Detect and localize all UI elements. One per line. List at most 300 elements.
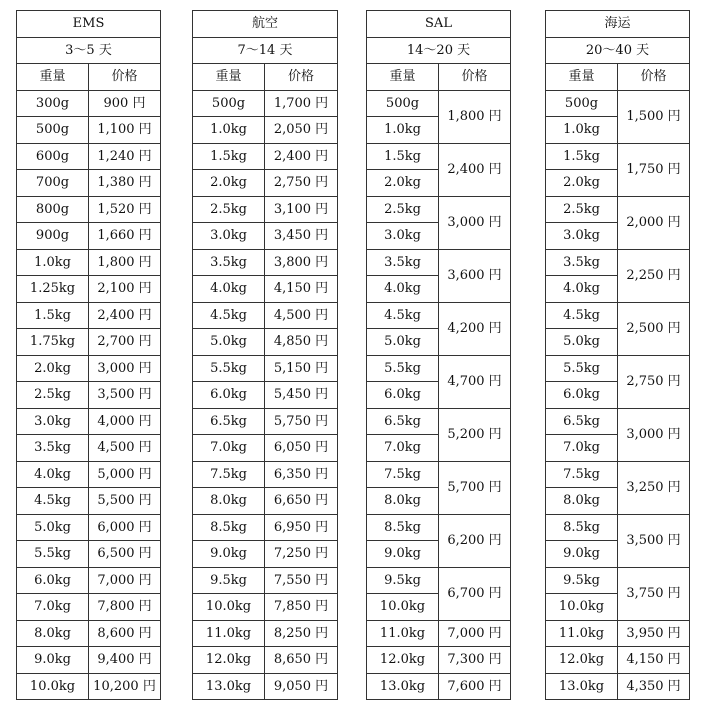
currency-unit: 円: [488, 652, 502, 668]
price-amount: 2,400: [97, 307, 135, 323]
table-row: [17, 620, 161, 647]
weight-cell: 4.5kg: [193, 302, 265, 329]
table-row: [193, 276, 338, 303]
table-row: [546, 567, 690, 594]
weight-cell: 8.5kg: [546, 514, 618, 541]
currency-unit: 円: [315, 148, 329, 164]
price-amount: 6,350: [273, 466, 312, 482]
price-cell: [89, 170, 161, 197]
price-amount: 6,200: [447, 533, 485, 548]
table-row: [367, 647, 511, 674]
price-amount: 3,100: [273, 201, 312, 217]
table-row: [546, 408, 690, 435]
price-cell: [89, 673, 161, 700]
weight-cell: 4.0kg: [17, 461, 89, 488]
price-amount: 3,600: [447, 268, 485, 283]
delivery-days: 3～5 天: [17, 37, 161, 64]
currency-unit: 円: [667, 109, 681, 124]
table-row: [546, 302, 690, 329]
currency-unit: 円: [138, 148, 152, 164]
currency-unit: 円: [138, 201, 152, 217]
table-row: [193, 117, 338, 144]
currency-unit: 円: [315, 175, 329, 191]
weight-cell: 1.75kg: [17, 329, 89, 356]
price-amount: 8,650: [273, 652, 312, 668]
table-title: EMS: [17, 11, 161, 38]
table-row: [367, 90, 511, 117]
price-amount: 5,150: [273, 360, 312, 376]
table-row: [546, 673, 690, 700]
weight-cell: 4.0kg: [546, 276, 618, 303]
price-cell: [265, 647, 338, 674]
price-amount: 1,380: [97, 175, 135, 191]
price-cell: [439, 620, 511, 647]
weight-cell: 1.25kg: [17, 276, 89, 303]
price-cell: [618, 620, 690, 647]
table-row: [546, 647, 690, 674]
price-amount: 2,750: [273, 175, 312, 191]
price-cell: [439, 408, 511, 461]
weight-cell: 3.0kg: [193, 223, 265, 250]
price-amount: 1,800: [97, 254, 135, 270]
table-row: [193, 408, 338, 435]
price-cell: [618, 143, 690, 196]
weight-cell: 4.0kg: [367, 276, 439, 303]
weight-cell: 9.5kg: [546, 567, 618, 594]
currency-unit: 円: [315, 281, 329, 297]
table-row: [193, 329, 338, 356]
currency-unit: 円: [315, 254, 329, 270]
price-cell: [439, 196, 511, 249]
table-row: [367, 143, 511, 170]
weight-cell: 12.0kg: [367, 647, 439, 674]
price-amount: 5,000: [97, 466, 135, 482]
weight-cell: 10.0kg: [367, 594, 439, 621]
currency-unit: 円: [315, 440, 329, 456]
weight-cell: 6.0kg: [193, 382, 265, 409]
currency-unit: 円: [667, 533, 681, 548]
price-cell: [89, 488, 161, 515]
price-cell: [89, 249, 161, 276]
price-cell: [618, 673, 690, 700]
weight-cell: 6.5kg: [367, 408, 439, 435]
price-cell: [89, 143, 161, 170]
table-row: [367, 620, 511, 647]
price-amount: 4,700: [447, 374, 485, 389]
weight-cell: 7.5kg: [193, 461, 265, 488]
price-cell: [89, 514, 161, 541]
price-cell: [89, 647, 161, 674]
price-amount: 8,250: [273, 625, 312, 641]
price-amount: 2,100: [97, 281, 135, 297]
table-row: [193, 90, 338, 117]
price-amount: 3,500: [97, 387, 135, 403]
table-row: [193, 143, 338, 170]
currency-unit: 円: [488, 533, 502, 548]
price-amount: 6,050: [273, 440, 312, 456]
currency-unit: 円: [315, 334, 329, 350]
table-row: [17, 382, 161, 409]
weight-cell: 1.5kg: [17, 302, 89, 329]
currency-unit: 円: [315, 466, 329, 482]
currency-unit: 円: [142, 678, 156, 694]
price-cell: [265, 276, 338, 303]
weight-cell: 5.5kg: [546, 355, 618, 382]
price-header: 价格: [89, 64, 161, 91]
price-cell: [439, 143, 511, 196]
currency-unit: 円: [138, 519, 152, 535]
currency-unit: 円: [138, 493, 152, 509]
currency-unit: 円: [488, 268, 502, 283]
price-amount: 8,600: [97, 625, 135, 641]
table-row: [17, 117, 161, 144]
currency-unit: 円: [138, 175, 152, 191]
price-header: 价格: [439, 64, 511, 91]
currency-unit: 円: [667, 625, 681, 641]
table-title: 海运: [546, 11, 690, 38]
currency-unit: 円: [315, 625, 329, 641]
price-cell: [618, 249, 690, 302]
price-cell: [265, 170, 338, 197]
weight-cell: 8.5kg: [193, 514, 265, 541]
price-cell: [89, 329, 161, 356]
price-amount: 3,500: [626, 533, 664, 548]
table-row: [17, 435, 161, 462]
weight-cell: 4.5kg: [367, 302, 439, 329]
currency-unit: 円: [488, 374, 502, 389]
weight-cell: 9.5kg: [193, 567, 265, 594]
weight-cell: 8.0kg: [546, 488, 618, 515]
price-cell: [265, 196, 338, 223]
price-amount: 4,200: [447, 321, 485, 336]
weight-cell: 5.0kg: [193, 329, 265, 356]
price-cell: [618, 196, 690, 249]
table-row: [193, 170, 338, 197]
weight-cell: 2.5kg: [546, 196, 618, 223]
weight-cell: 13.0kg: [193, 673, 265, 700]
price-cell: [89, 594, 161, 621]
price-cell: [89, 276, 161, 303]
price-cell: [439, 647, 511, 674]
weight-cell: 12.0kg: [546, 647, 618, 674]
price-cell: [89, 435, 161, 462]
price-cell: [265, 249, 338, 276]
currency-unit: 円: [138, 334, 152, 350]
weight-cell: 4.0kg: [193, 276, 265, 303]
currency-unit: 円: [315, 95, 329, 111]
table-row: [367, 355, 511, 382]
table-row: [193, 223, 338, 250]
table-row: [193, 514, 338, 541]
price-amount: 7,250: [273, 546, 312, 562]
table-row: [193, 302, 338, 329]
price-cell: [265, 514, 338, 541]
price-cell: [265, 620, 338, 647]
weight-cell: 9.0kg: [546, 541, 618, 568]
price-amount: 1,700: [273, 95, 312, 111]
price-amount: 7,000: [447, 625, 485, 641]
table-row: [546, 461, 690, 488]
price-amount: 3,750: [626, 586, 664, 601]
table-row: [546, 196, 690, 223]
table-row: [193, 647, 338, 674]
price-amount: 3,250: [626, 480, 664, 495]
weight-cell: 7.5kg: [367, 461, 439, 488]
currency-unit: 円: [315, 546, 329, 562]
price-cell: [265, 435, 338, 462]
weight-cell: 8.0kg: [367, 488, 439, 515]
table-row: [193, 435, 338, 462]
air-rate-table: [192, 10, 338, 700]
weight-cell: 10.0kg: [17, 673, 89, 700]
price-amount: 6,500: [97, 546, 135, 562]
weight-cell: 7.0kg: [367, 435, 439, 462]
weight-cell: 2.0kg: [193, 170, 265, 197]
table-row: [17, 567, 161, 594]
price-header: 价格: [265, 64, 338, 91]
table-row: [17, 673, 161, 700]
weight-cell: 13.0kg: [546, 673, 618, 700]
table-row: [17, 90, 161, 117]
currency-unit: 円: [138, 599, 152, 615]
currency-unit: 円: [315, 413, 329, 429]
weight-cell: 9.0kg: [367, 541, 439, 568]
weight-cell: 2.5kg: [193, 196, 265, 223]
price-cell: [265, 117, 338, 144]
delivery-days: 14～20 天: [367, 37, 511, 64]
table-row: [193, 594, 338, 621]
currency-unit: 円: [667, 427, 681, 442]
weight-cell: 2.0kg: [17, 355, 89, 382]
price-amount: 2,750: [626, 374, 664, 389]
currency-unit: 円: [667, 321, 681, 336]
price-amount: 4,000: [97, 413, 135, 429]
price-amount: 7,600: [447, 678, 485, 694]
weight-cell: 11.0kg: [367, 620, 439, 647]
weight-cell: 4.5kg: [546, 302, 618, 329]
table-row: [193, 620, 338, 647]
price-amount: 4,350: [626, 678, 664, 694]
currency-unit: 円: [315, 360, 329, 376]
table-row: [367, 567, 511, 594]
price-amount: 3,450: [273, 228, 312, 244]
weight-cell: 7.0kg: [193, 435, 265, 462]
price-cell: [89, 355, 161, 382]
price-amount: 2,500: [626, 321, 664, 336]
weight-cell: 11.0kg: [193, 620, 265, 647]
weight-cell: 3.5kg: [193, 249, 265, 276]
weight-cell: 6.0kg: [367, 382, 439, 409]
currency-unit: 円: [315, 228, 329, 244]
delivery-days: 20～40 天: [546, 37, 690, 64]
price-amount: 3,950: [626, 625, 664, 641]
table-row: [367, 408, 511, 435]
table-row: [193, 249, 338, 276]
table-row: [17, 223, 161, 250]
weight-cell: 500g: [546, 90, 618, 117]
weight-cell: 1.5kg: [193, 143, 265, 170]
price-cell: [265, 541, 338, 568]
price-amount: 1,240: [97, 148, 135, 164]
price-amount: 5,450: [273, 387, 312, 403]
table-row: [193, 461, 338, 488]
weight-cell: 9.0kg: [193, 541, 265, 568]
weight-cell: 1.5kg: [367, 143, 439, 170]
table-row: [17, 488, 161, 515]
currency-unit: 円: [138, 387, 152, 403]
currency-unit: 円: [488, 586, 502, 601]
weight-cell: 8.0kg: [17, 620, 89, 647]
weight-cell: 9.5kg: [367, 567, 439, 594]
weight-cell: 800g: [17, 196, 89, 223]
weight-cell: 6.0kg: [546, 382, 618, 409]
table-row: [546, 620, 690, 647]
weight-cell: 3.5kg: [367, 249, 439, 276]
table-row: [17, 170, 161, 197]
currency-unit: 円: [138, 228, 152, 244]
price-amount: 6,700: [447, 586, 485, 601]
price-cell: [89, 117, 161, 144]
table-row: [193, 196, 338, 223]
price-amount: 4,500: [273, 307, 312, 323]
currency-unit: 円: [138, 572, 152, 588]
currency-unit: 円: [667, 480, 681, 495]
price-amount: 4,150: [273, 281, 312, 297]
price-header: 价格: [618, 64, 690, 91]
price-amount: 1,500: [626, 109, 664, 124]
price-amount: 2,400: [447, 162, 485, 177]
currency-unit: 円: [667, 374, 681, 389]
price-cell: [265, 223, 338, 250]
table-row: [17, 461, 161, 488]
price-cell: [439, 461, 511, 514]
currency-unit: 円: [315, 572, 329, 588]
price-cell: [265, 302, 338, 329]
price-cell: [89, 196, 161, 223]
price-cell: [265, 567, 338, 594]
price-cell: [89, 382, 161, 409]
currency-unit: 円: [667, 162, 681, 177]
table-row: [367, 196, 511, 223]
price-cell: [265, 594, 338, 621]
table-row: [17, 355, 161, 382]
price-cell: [439, 355, 511, 408]
weight-cell: 900g: [17, 223, 89, 250]
price-cell: [618, 567, 690, 620]
currency-unit: 円: [138, 307, 152, 323]
table-row: [546, 514, 690, 541]
price-amount: 7,000: [97, 572, 135, 588]
weight-cell: 300g: [17, 90, 89, 117]
price-cell: [265, 673, 338, 700]
table-row: [546, 143, 690, 170]
currency-unit: 円: [667, 268, 681, 283]
price-cell: [89, 408, 161, 435]
price-amount: 2,000: [626, 215, 664, 230]
currency-unit: 円: [667, 652, 681, 668]
currency-unit: 円: [488, 625, 502, 641]
weight-cell: 500g: [193, 90, 265, 117]
table-row: [17, 647, 161, 674]
table-row: [546, 90, 690, 117]
weight-cell: 7.0kg: [546, 435, 618, 462]
weight-cell: 7.5kg: [546, 461, 618, 488]
table-row: [193, 567, 338, 594]
currency-unit: 円: [315, 307, 329, 323]
currency-unit: 円: [667, 586, 681, 601]
weight-cell: 7.0kg: [17, 594, 89, 621]
table-row: [367, 249, 511, 276]
price-cell: [618, 514, 690, 567]
currency-unit: 円: [488, 162, 502, 177]
weight-cell: 10.0kg: [193, 594, 265, 621]
weight-cell: 3.0kg: [546, 223, 618, 250]
table-row: [367, 461, 511, 488]
weight-cell: 11.0kg: [546, 620, 618, 647]
price-cell: [265, 143, 338, 170]
price-amount: 5,200: [447, 427, 485, 442]
price-amount: 7,550: [273, 572, 312, 588]
currency-unit: 円: [488, 678, 502, 694]
price-cell: [439, 673, 511, 700]
weight-cell: 2.5kg: [367, 196, 439, 223]
currency-unit: 円: [132, 95, 146, 111]
price-amount: 9,400: [97, 652, 135, 668]
table-row: [193, 382, 338, 409]
table-row: [17, 329, 161, 356]
table-row: [17, 276, 161, 303]
weight-cell: 2.0kg: [546, 170, 618, 197]
weight-cell: 9.0kg: [17, 647, 89, 674]
price-amount: 6,000: [97, 519, 135, 535]
currency-unit: 円: [138, 440, 152, 456]
weight-cell: 2.5kg: [17, 382, 89, 409]
price-cell: [89, 541, 161, 568]
weight-cell: 500g: [17, 117, 89, 144]
currency-unit: 円: [138, 546, 152, 562]
weight-header: 重量: [367, 64, 439, 91]
price-cell: [265, 408, 338, 435]
currency-unit: 円: [138, 281, 152, 297]
price-amount: 10,200: [93, 678, 139, 694]
weight-cell: 1.5kg: [546, 143, 618, 170]
table-title: 航空: [193, 11, 338, 38]
price-amount: 7,850: [273, 599, 312, 615]
price-cell: [265, 382, 338, 409]
table-row: [17, 514, 161, 541]
sea-rate-table: [545, 10, 690, 700]
price-cell: [89, 90, 161, 117]
weight-cell: 1.0kg: [546, 117, 618, 144]
weight-cell: 5.0kg: [546, 329, 618, 356]
weight-cell: 5.0kg: [367, 329, 439, 356]
price-amount: 1,750: [626, 162, 664, 177]
price-cell: [265, 329, 338, 356]
weight-cell: 5.5kg: [367, 355, 439, 382]
table-row: [17, 541, 161, 568]
weight-cell: 6.5kg: [193, 408, 265, 435]
currency-unit: 円: [138, 466, 152, 482]
table-row: [546, 249, 690, 276]
price-cell: [89, 302, 161, 329]
weight-cell: 5.5kg: [193, 355, 265, 382]
price-amount: 7,800: [97, 599, 135, 615]
price-amount: 6,950: [273, 519, 312, 535]
weight-cell: 8.0kg: [193, 488, 265, 515]
currency-unit: 円: [488, 215, 502, 230]
price-cell: [89, 620, 161, 647]
price-cell: [439, 249, 511, 302]
